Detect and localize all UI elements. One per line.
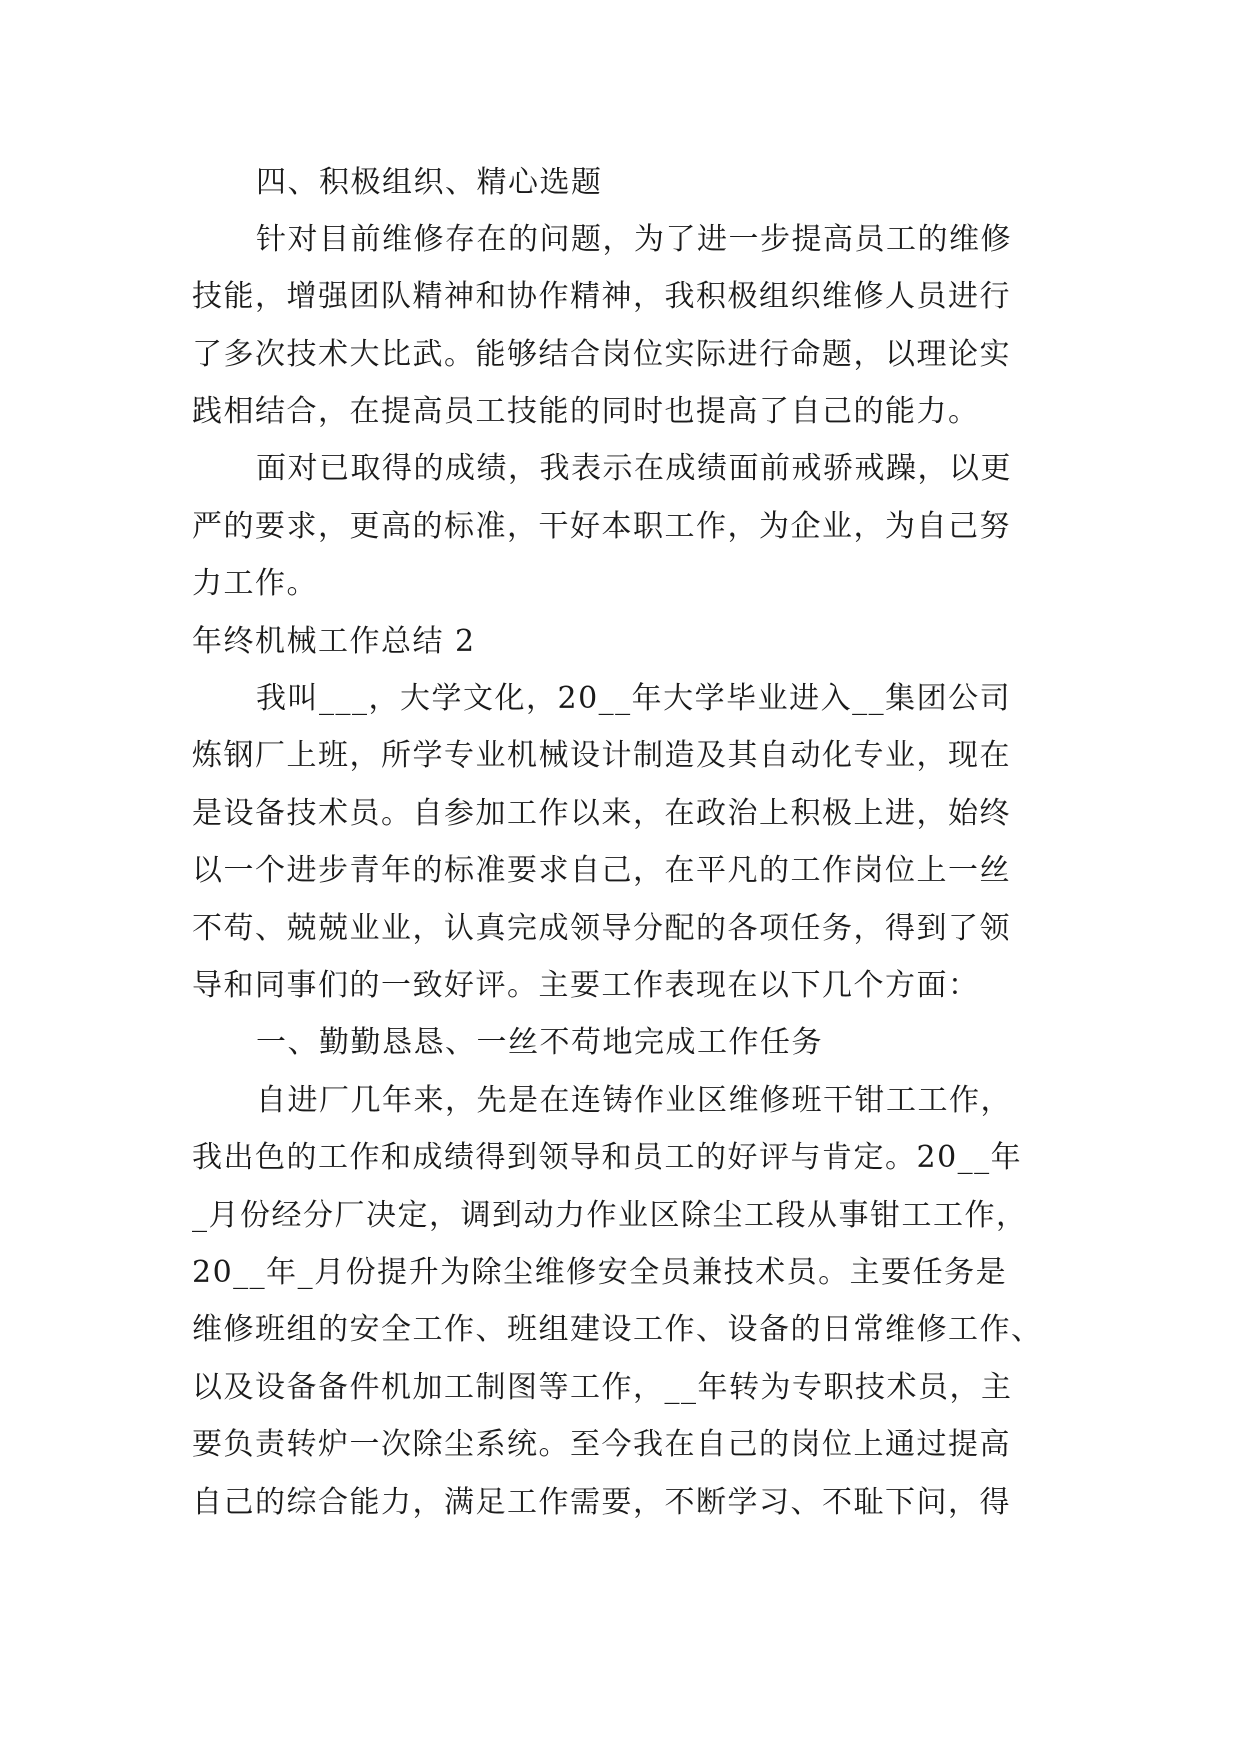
paragraph-line: 导和同事们的一致好评。主要工作表现在以下几个方面：: [192, 968, 980, 1003]
paragraph-line: 力工作。: [192, 566, 318, 601]
paragraph-line: 炼钢厂上班，所学专业机械设计制造及其自动化专业，现在: [192, 738, 1011, 773]
paragraph-line: 20__年_月份提升为除尘维修安全员兼技术员。主要任务是: [192, 1255, 1008, 1290]
paragraph-line: 技能，增强团队精神和协作精神，我积极组织维修人员进行: [192, 279, 1011, 314]
paragraph-line: 我叫___，大学文化，20__年大学毕业进入__集团公司: [256, 681, 1012, 716]
paragraph-line: 自进厂几年来，先是在连铸作业区维修班干钳工工作，: [256, 1083, 1012, 1118]
section-heading-4: 四、积极组织、精心选题: [256, 165, 603, 200]
paragraph-line: 严的要求，更高的标准，干好本职工作，为企业，为自己努: [192, 509, 1011, 544]
paragraph-line: 以及设备备件机加工制图等工作，__年转为专职技术员，主: [192, 1370, 1013, 1405]
paragraph-line: 了多次技术大比武。能够结合岗位实际进行命题，以理论实: [192, 337, 1011, 372]
paragraph-line: 不苟、兢兢业业，认真完成领导分配的各项任务，得到了领: [192, 911, 1011, 946]
paragraph-line: 以一个进步青年的标准要求自己，在平凡的工作岗位上一丝: [192, 853, 1011, 888]
paragraph-line: 维修班组的安全工作、班组建设工作、设备的日常维修工作、: [192, 1312, 1043, 1347]
paragraph-line: 自己的综合能力，满足工作需要，不断学习、不耻下问，得: [192, 1485, 1011, 1520]
document-title: 年终机械工作总结 2: [192, 624, 476, 659]
paragraph-line: 要负责转炉一次除尘系统。至今我在自己的岗位上通过提高: [192, 1427, 1011, 1462]
paragraph-line: 是设备技术员。自参加工作以来，在政治上积极上进，始终: [192, 796, 1011, 831]
paragraph-line: 我出色的工作和成绩得到领导和员工的好评与肯定。20__年: [192, 1140, 1023, 1175]
paragraph-line: 针对目前维修存在的问题，为了进一步提高员工的维修: [256, 222, 1012, 257]
paragraph-line: _月份经分厂决定，调到动力作业区除尘工段从事钳工工作，: [192, 1198, 1028, 1233]
section-heading-1: 一、勤勤恳恳、一丝不苟地完成工作任务: [256, 1025, 823, 1060]
paragraph-line: 践相结合，在提高员工技能的同时也提高了自己的能力。: [192, 394, 980, 429]
paragraph-line: 面对已取得的成绩，我表示在成绩面前戒骄戒躁，以更: [256, 451, 1012, 486]
